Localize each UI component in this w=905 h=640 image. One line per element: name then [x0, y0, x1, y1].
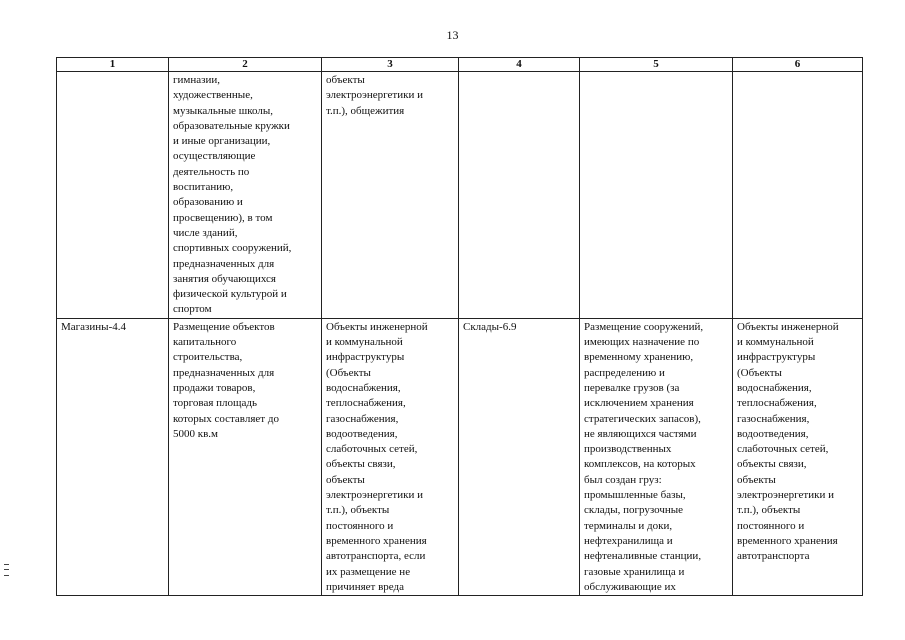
column-header-1: 1: [57, 58, 169, 72]
cell-text: объекты электроэнергетики и т.п.), общежития: [326, 74, 423, 117]
table-cell: [580, 72, 733, 319]
land-use-table: [56, 57, 863, 596]
table-cell: [169, 318, 322, 595]
margin-mark: [4, 564, 9, 576]
cell-text: Объекты инженерной и коммунальной инфраструктуры (Объекты водоснабжения, теплоснабжения, газоснабжения, водоотведения, слаботочных сетей, объекты связи, объекты электроэнергетики и т.п.), объекты постоянного и временного хранения автотранспорта: [737, 320, 839, 563]
column-header-6: 6: [733, 58, 863, 72]
cell-text: Склады-6.9: [463, 320, 517, 333]
table-header-row: [57, 58, 863, 72]
table-cell: [57, 72, 169, 319]
column-header-4: 4: [459, 58, 580, 72]
table-cell: [322, 318, 459, 595]
table-row: [57, 72, 863, 319]
table-cell: [733, 318, 863, 595]
table-cell: [459, 72, 580, 319]
table-cell: [322, 72, 459, 319]
table-cell: [580, 318, 733, 595]
column-header-5: 5: [580, 58, 733, 72]
table-cell: [169, 72, 322, 319]
column-header-2: 2: [169, 58, 322, 72]
table-cell: [733, 72, 863, 319]
cell-text: Размещение объектов капитального строительства, предназначенных для продажи товаров, торговая площадь которых составляет до 5000 кв.м: [173, 320, 279, 440]
table-cell: [459, 318, 580, 595]
cell-text: гимназии, художественные, музыкальные школы, образовательные кружки и иные организации, осуществляющие деятельность по воспитанию, образованию и просвещению), в том числе зданий, спортивных сооружений, предназначенных для занятия обучающихся физической культурой и спортом: [173, 74, 292, 316]
cell-text: Размещение сооружений, имеющих назначение по временному хранению, распределению и перевалке грузов (за исключением хранения стратегических запасов), не являющихся частями производственных комплексов, на которых был создан груз: промышленные базы, склады, погрузочные терминалы и доки, нефтехранилища и нефтеналивные станции, газовые хранилища и обслуживающие их: [584, 320, 704, 593]
column-header-3: 3: [322, 58, 459, 72]
table-cell: [57, 318, 169, 595]
page-number: 13: [446, 28, 459, 42]
table-row: [57, 318, 863, 595]
cell-text: Магазины-4.4: [61, 320, 126, 333]
cell-text: Объекты инженерной и коммунальной инфраструктуры (Объекты водоснабжения, теплоснабжения, газоснабжения, водоотведения, слаботочных сетей, объекты связи, объекты электроэнергетики и т.п.), объекты постоянного и временного хранения автотранспорта, если их размещение не причиняет вреда: [326, 320, 428, 593]
